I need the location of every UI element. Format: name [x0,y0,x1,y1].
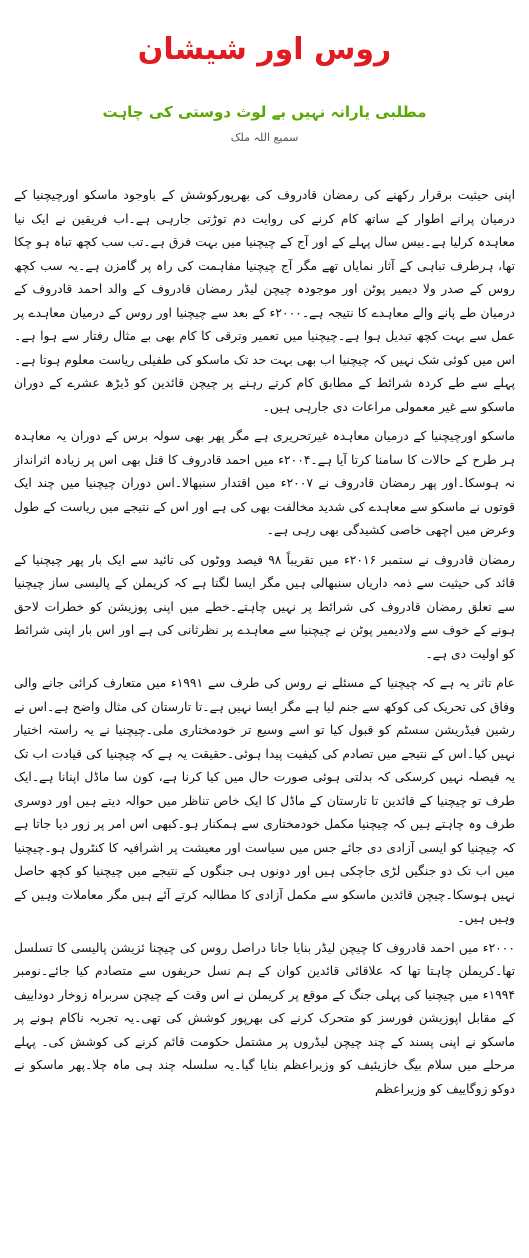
author-name: سمیع اللہ ملک [230,131,299,144]
paragraph: عام تاثر یہ ہے کہ چیچنیا کے مسئلے نے روس کی طرف سے ۱۹۹۱ء میں متعارف کرائی جانے والی وفاق کی تحریک کی کوکھ سے جنم لیا ہے مگر ایسا نہیں ہے۔تا تارستان کی مثال واضح ہے۔اس نے رشین فیڈریشن سسٹم کو قبول کیا تو اسے وسیع تر خودمختاری ملی۔چیچنیا نے یہ راستہ اختیار نہیں کیا۔اس کے نتیجے میں تصادم کی کیفیت پیدا ہوئی۔حقیقت یہ ہے کہ چیچنیا کی قیادت اب تک یہ فیصلہ نہیں کرسکی کہ بدلتی ہوئی صورت حال میں کیا کرنا ہے، کون سا ماڈل اپنانا ہے۔ایک طرف تو چیچنیا کے قائدین تا تارستان کے ماڈل کا ایک خاص تناظر میں حوالہ دیتے ہیں اور دوسری طرف وہ چاہتے ہیں کہ چیچنیا مکمل خودمختاری سے ہمکنار ہو۔کبھی اس امر پر زور دیا جاتا ہے کہ چیچنیا کو ایسی آزادی دی جائے جس میں سیاست اور معیشت پر اشرافیہ کا کنٹرول ہو۔چیچنیا میں اب تک دو جنگیں لڑی جاچکی ہیں اور دونوں ہی جنگوں کے نتیجے میں چیچنیا کو کچھ حاصل نہیں ہوسکا۔چیچن قائدین ماسکو سے مکمل آزادی کا مطالبہ کرتے آئے ہیں مگر معاملات وہیں کے وہیں ہیں۔ [14,676,515,925]
paragraph: رمضان قادروف نے ستمبر ۲۰۱۶ء میں تقریباً ۹۸ فیصد ووٹوں کی تائید سے ایک بار پھر چیچنیا کے قائد کی حیثیت سے ذمہ داریاں سنبھالی ہیں مگر ایسا لگتا ہے کہ کریملن کے پالیسی ساز چیچنیا سے تعلق رمضان قادروف کی شرائط پر نہیں چاہتے۔خطے میں اپنی پوزیشن کو خطرات لاحق ہونے کے خوف سے ولادیمیر پوٹن نے چیچنیا سے معاہدے پر نظرثانی کی ہے اور اس بار اپنی شرائط کو اولیت دی ہے۔ [14,552,516,661]
article-title: روس اور شیشان [137,32,392,67]
article-subtitle: مطلبی یارانہ نہیں بے لوث دوستی کی چاہت [102,103,427,121]
article-body [0,184,529,1101]
paragraph: ۲۰۰۰ء میں احمد قادروف کا چیچن لیڈر بنایا جانا دراصل روس کی چیچنا ئزیشن پالیسی کا تسلسل تھا۔کریملن چاہتا تھا کہ علاقائی قائدین کوان کے ہم نسل حریفوں سے متصادم کیا جائے۔نومبر ۱۹۹۴ء میں چیچنیا کی پہلی جنگ کے موقع پر کریملن نے اس وقت کے چیچن سربراہ زوخار دوداییف کے مقابل اپوزیشن فورسز کو متحرک کرنے کی بھرپور کوشش کی تھی۔یہ تجربہ ناکام ہونے پر ماسکو نے اپنی پسند کے چند چیچن لیڈروں پر مشتمل حکومت قائم کرنے کی کوشش کی۔ پہلے مرحلے میں سلام بیگ خازیئیف کو وزیراعظم بنایا گیا۔یہ سلسلہ چند ہی ماہ چلا۔پھر ماسکو نے دوکو زوگاییف کو وزیراعظم [14,940,515,1096]
paragraph: اپنی حیثیت برقرار رکھنے کی رمضان قادروف کی بھرپورکوشش کے باوجود ماسکو اورچیچنیا کے درمیان پرانے اطوار کے ساتھ کام کرنے کی روایت دم توڑتی جارہی ہے۔اب فریقین نے ایک نیا معاہدہ کرلیا ہے۔بیس سال پہلے کے اور آج کے چیچنیا میں بہت فرق ہے۔تب سب کچھ تباہ ہو چکا تھا، ہرطرف تباہی کے آثار نمایاں تھے مگر آج چیچنیا مفاہمت کی راہ پر گامزن ہے۔یہ سب کچھ روس کے صدر ولا دیمیر پوٹن اور موجودہ چیچن لیڈر رمضان قادروف کے والد احمد قادروف کے درمیان طے پانے والے معاہدے کا نتیجہ ہے۔۲۰۰۰ء کے بعد سے چیچنیا اور روس کے درمیان معاہدے پر عمل سے بہت کچھ تبدیل ہوا ہے۔چیچنیا میں تعمیر وترقی کا کام بھی بے مثال رفتار سے ہوا ہے۔اس میں کوئی شک نہیں کہ چیچنیا اب بھی بہت حد تک ماسکو کی طفیلی ریاست معلوم ہوتا ہے۔ پہلے سے طے کردہ شرائط کے مطابق کام کرتے رہنے پر چیچن قائدین کو ڈیڑھ عشرے کے دوران ماسکو سے غیر معمولی مراعات دی جارہی ہیں۔ [14,188,516,414]
paragraph: ماسکو اورچیچنیا کے درمیان معاہدہ غیرتحریری ہے مگر پھر بھی سولہ برس کے دوران یہ معاہدہ ہر طرح کے حالات کا سامنا کرتا آیا ہے۔۲۰۰۴ء میں احمد قادروف کا قتل بھی اس پر زیادہ اثرانداز نہ ہوسکا۔اور پھر رمضان قادروف نے ۲۰۰۷ء میں اقتدار سنبھالا۔اس دوران چیچنیا میں چند ایک قوتوں نے ماسکو سے معاہدے کی شدید مخالفت بھی کی ہے اور اس کے نتیجے میں ریاست کے طول وعرض میں اچھی خاصی کشیدگی بھی رہی ہے۔ [14,429,515,537]
